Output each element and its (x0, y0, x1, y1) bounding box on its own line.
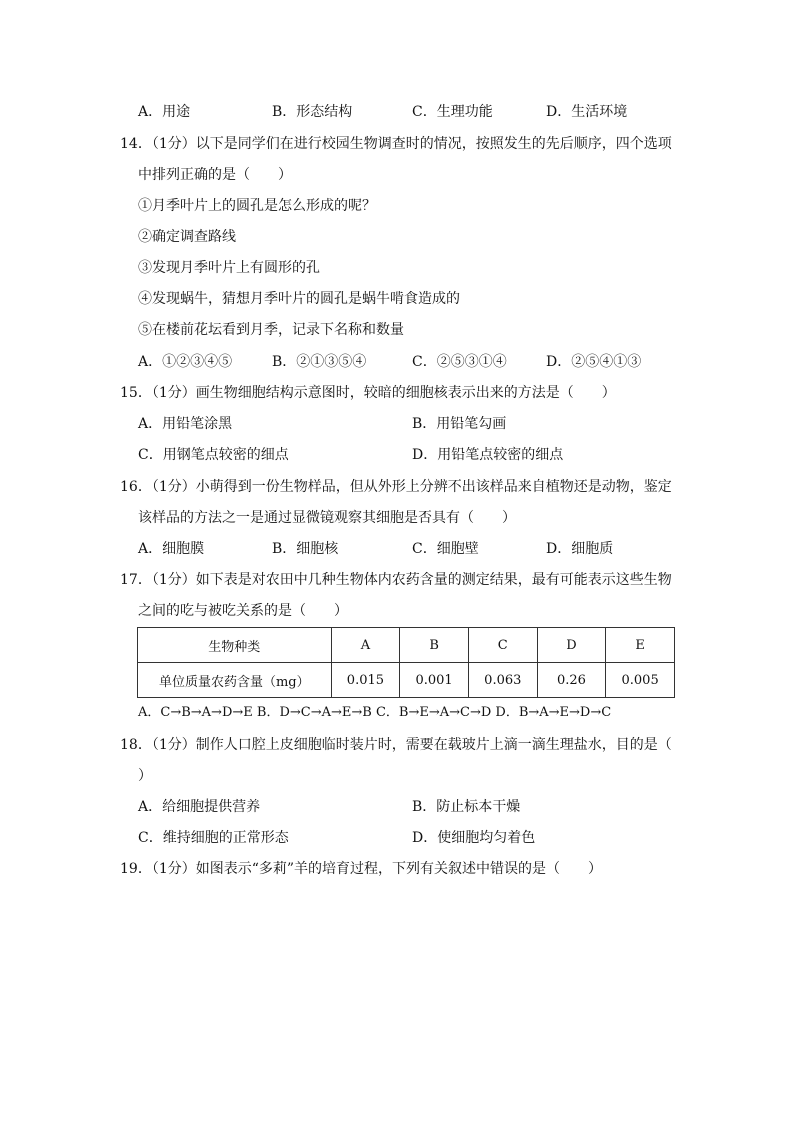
table-cell: 0.063 (468, 663, 537, 698)
table-header-row (138, 628, 675, 663)
q18-option-a: A．给细胞提供营养 (138, 799, 261, 815)
q19-stem: 19．（1分）如图表示“多莉”羊的培育过程，下列有关叙述中错误的是（ ） (120, 861, 603, 877)
q16-option-d: D．细胞质 (546, 541, 614, 557)
q13-option-c: C．生理功能 (412, 104, 493, 120)
q16-stem-line1: 16．（1分）小萌得到一份生物样品，但从外形上分辨不出该样品来自植物还是动物，鉴定 (120, 479, 672, 495)
q17-stem-line2: 之间的吃与被吃关系的是（ ） (138, 603, 348, 619)
table-header-cell: A (331, 628, 400, 663)
table-header-cell: C (468, 628, 537, 663)
q15-option-c: C．用钢笔点较密的细点 (138, 447, 289, 463)
q14-item-2: ②确定调查路线 (138, 229, 236, 245)
q16-option-a: A．细胞膜 (138, 541, 205, 557)
q14-item-1: ①月季叶片上的圆孔是怎么形成的呢？ (138, 198, 376, 214)
table-cell: 0.015 (331, 663, 400, 698)
q14-option-b: B．②①③⑤④ (272, 354, 367, 370)
q16-option-c: C．细胞壁 (412, 541, 479, 557)
q17-stem-line1: 17．（1分）如下表是对农田中几种生物体内农药含量的测定结果，最有可能表示这些生物 (120, 572, 672, 588)
q14-option-a: A．①②③④⑤ (138, 354, 233, 370)
table-cell: 0.005 (606, 663, 675, 698)
q13-option-b: B．形态结构 (272, 104, 353, 120)
q16-option-b: B．细胞核 (272, 541, 339, 557)
table-header-cell: E (606, 628, 675, 663)
q15-option-b: B．用铅笔勾画 (412, 416, 507, 432)
q14-stem-line1: 14．（1分）以下是同学们在进行校园生物调查时的情况，按照发生的先后顺序，四个选项 (120, 136, 672, 152)
table-header-cell: B (400, 628, 469, 663)
q13-option-d: D．生活环境 (546, 104, 628, 120)
q18-option-d: D．使细胞均匀着色 (412, 830, 536, 846)
q18-stem-line1: 18．（1分）制作人口腔上皮细胞临时装片时，需要在载玻片上滴一滴生理盐水，目的是（ (120, 737, 672, 753)
q18-option-b: B．防止标本干燥 (412, 799, 521, 815)
q15-stem: 15．（1分）画生物细胞结构示意图时，较暗的细胞核表示出来的方法是（ ） (120, 385, 616, 401)
q14-stem-line2: 中排列正确的是（ ） (138, 167, 292, 183)
q14-item-4: ④发现蜗牛，猜想月季叶片的圆孔是蜗牛啃食造成的 (138, 291, 460, 307)
table-row (138, 663, 675, 698)
table-header-cell: D (537, 628, 606, 663)
q17-options: A．C→B→A→D→E B．D→C→A→E→B C．B→E→A→C→D D．B→A→E→D→C (138, 705, 612, 720)
q18-stem-line2: ） (138, 768, 152, 784)
q14-option-d: D．②⑤④①③ (546, 354, 642, 370)
q14-item-3: ③发现月季叶片上有圆形的孔 (138, 260, 320, 276)
q15-option-a: A．用铅笔涂黑 (138, 416, 233, 432)
table-cell: 0.001 (400, 663, 469, 698)
pesticide-table (137, 627, 675, 698)
q18-option-c: C．维持细胞的正常形态 (138, 830, 289, 846)
q14-option-c: C．②⑤③①④ (412, 354, 507, 370)
q13-option-a: A．用途 (138, 104, 191, 120)
q16-stem-line2: 该样品的方法之一是通过显微镜观察其细胞是否具有（ ） (138, 510, 516, 526)
table-cell: 单位质量农药含量（mg） (138, 663, 332, 698)
q14-item-5: ⑤在楼前花坛看到月季，记录下名称和数量 (138, 322, 404, 338)
table-cell: 0.26 (537, 663, 606, 698)
table-header-cell: 生物种类 (138, 628, 332, 663)
q15-option-d: D．用铅笔点较密的细点 (412, 447, 564, 463)
